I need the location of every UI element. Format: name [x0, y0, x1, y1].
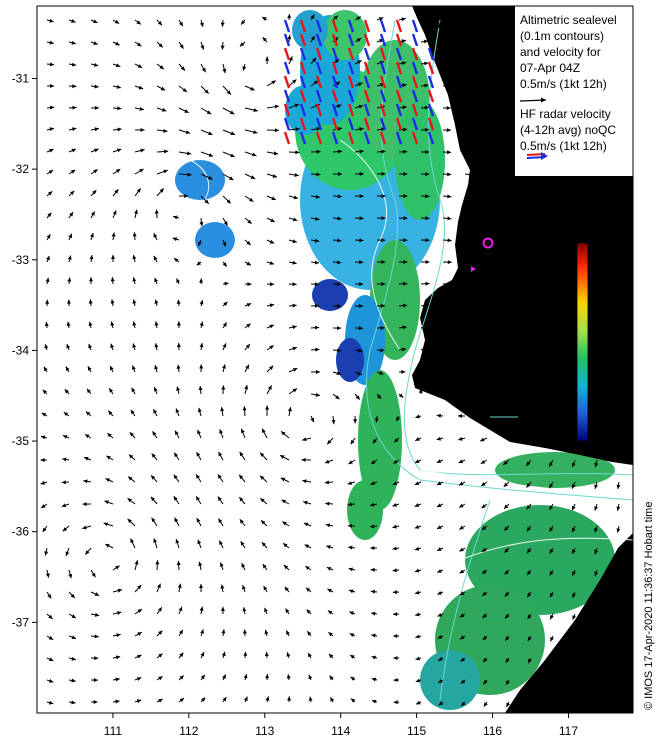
velocity-arrow-head [200, 45, 204, 49]
velocity-arrow-head [131, 410, 135, 414]
hf-legend [520, 107, 616, 160]
velocity-arrow-head [447, 172, 451, 176]
velocity-arrow-head [288, 407, 292, 411]
velocity-arrow-head [293, 347, 297, 351]
credit-label: © IMOS 17-Apr-2020 11:36:37 Hobart time [643, 501, 655, 710]
velocity-arrow-head [200, 343, 204, 347]
velocity-arrow-head [247, 282, 251, 286]
velocity-arrow-head [50, 84, 54, 88]
time-label: 04Z [446, 35, 471, 51]
velocity-arrow-head [71, 41, 75, 45]
velocity-arrow-head [117, 149, 121, 153]
velocity-arrow-head [617, 485, 621, 489]
velocity-arrow-head [616, 506, 620, 510]
velocity-arrow-head [293, 388, 297, 392]
velocity-arrow-head [371, 634, 375, 638]
velocity-arrow-head [337, 326, 341, 330]
legend-line-3: and velocity for [520, 45, 601, 59]
hf-arrow [285, 34, 289, 46]
velocity-arrow-head [177, 343, 181, 347]
velocity-arrow-head [353, 419, 357, 423]
velocity-arrow-head [292, 325, 296, 329]
velocity-arrow-head [116, 678, 120, 682]
velocity-arrow-head [393, 634, 397, 638]
velocity-arrow-head [158, 607, 162, 611]
date-label: 07-Apr-2020 [428, 15, 506, 31]
velocity-arrow-head [222, 69, 226, 73]
velocity-arrow-head [134, 210, 138, 214]
velocity-arrow-head [72, 63, 76, 67]
velocity-arrow-head [72, 657, 76, 661]
velocity-arrow-head [155, 210, 159, 214]
velocity-arrow-head [116, 655, 120, 659]
drifter-line-1: drifters@12h to [481, 253, 564, 267]
velocity-arrow-head [94, 656, 98, 660]
velocity-arrow-head [294, 173, 298, 177]
velocity-arrow-head [425, 282, 429, 286]
hf-line-1: HF radar velocity [520, 107, 611, 121]
velocity-arrow-head [448, 238, 452, 242]
velocity-arrow-head [349, 567, 353, 571]
velocity-arrow-head [292, 261, 296, 265]
velocity-arrow-head [326, 523, 330, 527]
velocity-arrow-head [46, 573, 50, 577]
argo-label: Argo 0 [498, 236, 534, 250]
velocity-arrow-head [140, 149, 144, 153]
velocity-arrow-head [180, 44, 184, 48]
colorbar-title: MODIS Chl-a mg/m3 OC3 [619, 302, 631, 430]
velocity-arrow-head [221, 607, 225, 611]
velocity-arrow-head [67, 300, 71, 304]
colorbar-tick-label: 0.1 [595, 389, 611, 402]
velocity-arrow-head [447, 194, 451, 198]
lon-tick-label: 112 [179, 724, 199, 738]
lat-tick-label: -32 [11, 162, 29, 177]
city-label: Perth [482, 175, 516, 191]
velocity-arrow-head [41, 435, 45, 439]
velocity-arrow-head [132, 277, 136, 281]
velocity-arrow-head [198, 562, 202, 566]
velocity-arrow-head [302, 437, 306, 441]
velocity-arrow-head [393, 590, 397, 594]
velocity-arrow-head [415, 525, 419, 529]
velocity-arrow-head [415, 612, 419, 616]
velocity-arrow-head [199, 364, 203, 368]
velocity-arrow-head [117, 106, 121, 110]
velocity-arrow-head [83, 502, 87, 506]
velocity-arrow-head [89, 277, 93, 281]
depth-legend-label: 200 1000m [490, 401, 551, 415]
velocity-arrow-head [162, 108, 166, 112]
colorbar-tick-label: 0.25 [595, 353, 617, 366]
velocity-arrow-head [351, 440, 355, 444]
velocity-arrow-head [287, 14, 291, 18]
lat-tick-label: -34 [11, 343, 29, 358]
velocity-arrow-head [132, 321, 136, 325]
hf-arrow [285, 20, 289, 32]
velocity-arrow-head [371, 612, 375, 616]
velocity-arrow-head [275, 105, 279, 109]
velocity-arrow-head [401, 17, 405, 21]
velocity-arrow-head [67, 322, 71, 326]
colorbar-tick-label: 2 [595, 273, 602, 286]
velocity-arrow-head [244, 385, 248, 389]
velocity-arrow-head [94, 700, 98, 704]
velocity-arrow-head [447, 216, 451, 220]
velocity-arrow-head [95, 634, 99, 638]
hf-arrow [381, 20, 385, 32]
velocity-arrow-head [155, 321, 159, 325]
velocity-arrow-head [221, 386, 225, 390]
velocity-arrow-head [401, 370, 405, 374]
velocity-arrow-head [62, 480, 66, 484]
velocity-arrow-head [316, 370, 320, 374]
hf-arrow [413, 20, 417, 32]
velocity-arrow-head [41, 458, 45, 462]
velocity-arrow-head [94, 678, 98, 682]
velocity-arrow-head [393, 546, 397, 550]
velocity-arrow-head [218, 497, 222, 501]
velocity-arrow-head [416, 679, 420, 683]
velocity-arrow-head [132, 255, 136, 259]
velocity-arrow-head [117, 85, 121, 89]
velocity-arrow-head [71, 19, 75, 23]
hf-line-2: (4-12h avg) noQC [520, 123, 617, 137]
velocity-arrow-head [371, 568, 375, 572]
velocity-arrow-head [72, 127, 76, 131]
velocity-arrow-head [616, 528, 620, 532]
lon-tick-label: 113 [255, 724, 275, 738]
velocity-arrow-head [177, 561, 181, 565]
velocity-arrow-head [200, 629, 204, 633]
legend-line-5: 0.5m/s (1kt 12h) [520, 77, 607, 91]
velocity-arrow-head [154, 343, 158, 347]
velocity-arrow-head [263, 564, 267, 568]
velocity-arrow-head [95, 613, 99, 617]
velocity-arrow-head [275, 128, 279, 132]
velocity-arrow-head [316, 393, 320, 397]
hf-line-3: 0.5m/s (1kt 12h) [520, 139, 607, 153]
velocity-arrow-head [292, 304, 296, 308]
colorbar-gradient [577, 243, 588, 441]
velocity-arrow-head [325, 480, 329, 484]
hf-arrow [365, 48, 369, 60]
velocity-arrow-head [269, 345, 273, 349]
velocity-arrow-head [325, 502, 329, 506]
velocity-arrow-head [44, 551, 48, 555]
velocity-arrow-head [447, 128, 451, 132]
velocity-arrow-head [220, 562, 224, 566]
velocity-arrow-head [458, 414, 462, 418]
velocity-arrow-head [265, 652, 269, 656]
hf-arrow [285, 48, 289, 60]
velocity-arrow-head [132, 299, 136, 303]
velocity-arrow-head [253, 108, 257, 112]
velocity-arrow-head [199, 584, 203, 588]
velocity-arrow-head [242, 66, 246, 70]
velocity-arrow-head [71, 679, 75, 683]
velocity-arrow-head [221, 46, 225, 50]
lon-tick-label: 116 [482, 724, 503, 738]
velocity-arrow-head [116, 633, 120, 637]
velocity-arrow-head [264, 630, 268, 634]
velocity-arrow-head [265, 406, 269, 410]
velocity-arrow-head [154, 300, 158, 304]
velocity-arrow-head [222, 364, 226, 368]
velocity-arrow-head [274, 151, 278, 155]
velocity-arrow-head [50, 127, 54, 131]
colorbar-tick-label: 4 [595, 246, 602, 259]
lat-tick-label: -31 [11, 71, 29, 86]
velocity-arrow-head [393, 612, 397, 616]
velocity-arrow-head [46, 278, 50, 282]
velocity-arrow-head [50, 41, 54, 45]
velocity-arrow-head [200, 322, 204, 326]
velocity-arrow-head [315, 326, 319, 330]
velocity-arrow-head [293, 282, 297, 286]
velocity-arrow-head [178, 584, 182, 588]
velocity-arrow-head [220, 585, 224, 589]
velocity-arrow-head [62, 458, 66, 462]
velocity-arrow-head [135, 560, 139, 564]
velocity-arrow-head [72, 84, 76, 88]
velocity-arrow-head [118, 589, 122, 593]
velocity-arrow-head [89, 322, 93, 326]
velocity-arrow-head [201, 675, 205, 679]
velocity-arrow-head [117, 611, 121, 615]
velocity-arrow-head [49, 679, 53, 683]
velocity-arrow-head [72, 106, 76, 110]
longitude-axis [104, 713, 579, 738]
colorbar-tick-label: 0.5 [595, 327, 611, 340]
velocity-arrow-head [94, 63, 98, 67]
velocity-arrow-head [448, 260, 452, 264]
lon-tick-label: 115 [407, 724, 427, 738]
velocity-arrow-head [197, 261, 201, 265]
legend-line-1: Altimetric sealevel [520, 13, 617, 27]
velocity-arrow-head [481, 482, 485, 486]
velocity-arrow-head [350, 677, 354, 681]
legend-line-4: 07-Apr 04Z [520, 61, 581, 75]
hf-arrow [285, 76, 289, 88]
velocity-arrow-head [243, 406, 247, 410]
velocity-arrow-head [315, 348, 319, 352]
velocity-arrow-head [95, 106, 99, 110]
velocity-arrow-head [95, 127, 99, 131]
velocity-arrow-head [174, 475, 178, 479]
colorbar-tick-label: 1 [595, 300, 602, 313]
velocity-arrow-head [437, 414, 441, 418]
velocity-arrow-head [265, 57, 269, 61]
velocity-arrow-head [447, 150, 451, 154]
velocity-arrow-head [242, 607, 246, 611]
velocity-arrow-head [243, 629, 247, 633]
velocity-arrow-head [66, 344, 70, 348]
drifter-line-2: 07/04 06Z [481, 269, 536, 283]
velocity-arrow-head [287, 696, 291, 700]
velocity-arrow-head [111, 277, 115, 281]
velocity-arrow-head [176, 387, 180, 391]
velocity-arrow-head [302, 479, 306, 483]
velocity-arrow-head [41, 504, 45, 508]
velocity-arrow-head [177, 321, 181, 325]
lat-tick-label: -33 [11, 252, 29, 267]
velocity-arrow-head [200, 607, 204, 611]
velocity-arrow-head [242, 585, 246, 589]
latitude-axis [12, 72, 37, 630]
velocity-arrow-head [111, 255, 115, 259]
velocity-arrow-head [64, 412, 68, 416]
velocity-arrow-head [187, 151, 191, 155]
lon-tick-label: 114 [331, 724, 351, 738]
hf-arrow [397, 20, 401, 32]
lat-tick-label: -36 [11, 524, 29, 539]
velocity-arrow-head [164, 150, 168, 154]
velocity-arrow-head [220, 407, 224, 411]
velocity-arrow-head [415, 591, 419, 595]
lat-tick-label: -35 [11, 434, 29, 449]
velocity-arrow-head [372, 656, 376, 660]
velocity-arrow-head [447, 106, 451, 110]
velocity-arrow-head [270, 303, 274, 307]
velocity-arrow-head [394, 678, 398, 682]
lon-tick-label: 111 [103, 724, 123, 738]
velocity-arrow-head [45, 300, 49, 304]
velocity-arrow-head [141, 128, 145, 132]
velocity-arrow-head [155, 560, 159, 564]
velocity-arrow-head [265, 674, 269, 678]
velocity-arrow-head [309, 697, 313, 701]
velocity-arrow-head [116, 169, 120, 173]
velocity-arrow-head [140, 107, 144, 111]
legend-line-2: (0.1m contours) [520, 29, 605, 43]
velocity-arrow-head [426, 260, 430, 264]
velocity-arrow-head [110, 322, 114, 326]
velocity-arrow-head [43, 528, 47, 532]
velocity-arrow-head [93, 41, 97, 45]
velocity-arrow-head [69, 212, 73, 216]
colorbar-tick-label: 0.05 [595, 416, 617, 429]
lat-tick-label: -37 [11, 615, 29, 630]
velocity-arrow-head [270, 282, 274, 286]
velocity-arrow-head [111, 299, 115, 303]
velocity-arrow-head [110, 344, 114, 348]
velocity-arrow-head [370, 546, 374, 550]
velocity-arrow-head [93, 169, 97, 173]
velocity-arrow-head [115, 700, 119, 704]
velocity-arrow-head [415, 634, 419, 638]
velocity-arrow-head [392, 525, 396, 529]
velocity-arrow-head [138, 609, 142, 613]
lon-tick-label: 117 [558, 724, 579, 738]
velocity-arrow-head [83, 479, 87, 483]
velocity-arrow-head [253, 130, 257, 134]
velocity-arrow-head [393, 656, 397, 660]
hf-arrow [285, 62, 289, 74]
velocity-arrow-head [133, 232, 137, 236]
velocity-arrow-head [137, 699, 141, 703]
velocity-arrow-head [199, 279, 203, 283]
hf-arrow [413, 34, 417, 46]
hf-arrow [285, 132, 289, 144]
velocity-arrow-head [302, 458, 306, 462]
velocity-arrow-head [265, 696, 269, 700]
